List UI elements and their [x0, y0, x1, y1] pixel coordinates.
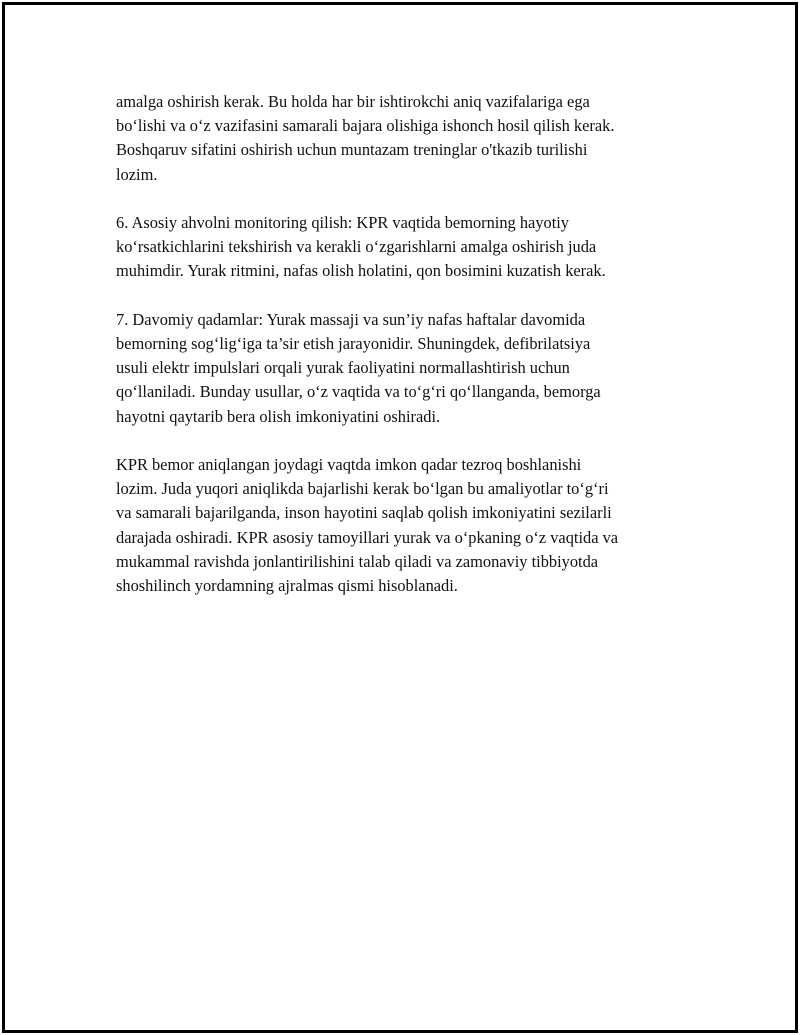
- text-line: 7. Davomiy qadamlar: Yurak massaji va sun’iy nafas haftalar davomida: [116, 309, 586, 329]
- text-line: bo‘lishi va o‘z vazifasini samarali bajara olishiga ishonch hosil qilish kerak.: [116, 116, 615, 136]
- text-line: amalga oshirish kerak. Bu holda har bir ishtirokchi aniq vazifalariga ega: [116, 92, 590, 111]
- text-line: usuli elektr impulslari orqali yurak faoliyatini normallashtirish uchun: [116, 358, 570, 378]
- paragraph-continued-steps: [116, 308, 696, 429]
- text-line: lozim. Juda yuqori aniqlikda bajarlishi kerak bo‘lgan bu amaliyotlar to‘g‘ri: [116, 479, 609, 499]
- text-line: va samarali bajarilganda, inson hayotini saqlab qolish imkoniyatini sezilarli: [116, 503, 612, 523]
- document-body: [116, 90, 696, 622]
- text-line: KPR bemor aniqlangan joydagi vaqtda imkon qadar tezroq boshlanishi: [116, 455, 582, 474]
- paragraph-leadership: [116, 90, 696, 187]
- text-line: darajada oshiradi. KPR asosiy tamoyillari yurak va o‘pkaning o‘z vaqtida va: [116, 527, 619, 547]
- text-line: mukammal ravishda jonlantirilishini talab qiladi va zamonaviy tibbiyotda: [116, 551, 599, 571]
- text-line: bemorning sog‘lig‘iga ta’sir etish jarayonidir. Shuningdek, defibrilatsiya: [116, 334, 591, 353]
- text-line: 6. Asosiy ahvolni monitoring qilish: KPR vaqtida bemorning hayotiy: [116, 213, 570, 232]
- paragraph-conclusion: [116, 453, 696, 598]
- text-line: muhimdir. Yurak ritmini, nafas olish holatini, qon bosimini kuzatish kerak.: [116, 261, 606, 281]
- text-line: lozim.: [116, 164, 158, 184]
- text-line: shoshilinch yordamning ajralmas qismi hisoblanadi.: [116, 576, 458, 596]
- text-line: qo‘llaniladi. Bunday usullar, o‘z vaqtida va to‘g‘ri qo‘llanganda, bemorga: [116, 382, 601, 402]
- text-line: Boshqaruv sifatini oshirish uchun muntazam treninglar o'tkazib turilishi: [116, 140, 588, 160]
- text-line: hayotni qaytarib bera olish imkoniyatini oshiradi.: [116, 406, 441, 426]
- text-line: ko‘rsatkichlarini tekshirish va kerakli o‘zgarishlarni amalga oshirish juda: [116, 237, 597, 257]
- paragraph-monitoring: [116, 211, 696, 284]
